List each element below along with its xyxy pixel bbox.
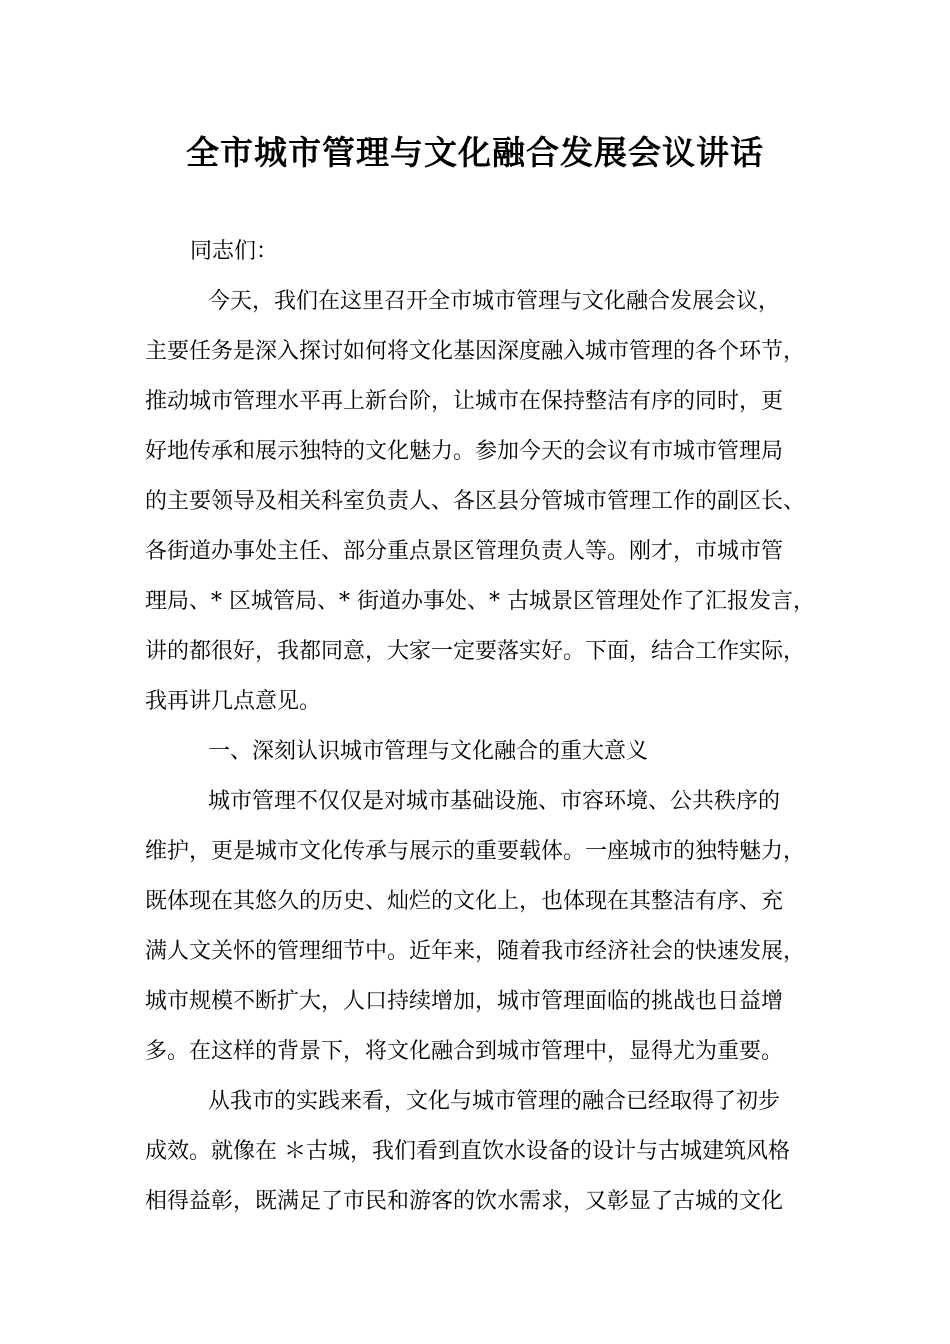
page-title: 全市城市管理与文化融合发展会议讲话 xyxy=(186,133,764,172)
paragraph-line: 我再讲几点意见。 xyxy=(145,689,322,714)
paragraph-line: 主要任务是深入探讨如何将文化基因深度融入城市管理的各个环节， xyxy=(145,339,806,364)
paragraph-line: 满人文关怀的管理细节中。近年来，随着我市经济社会的快速发展， xyxy=(145,939,806,964)
paragraph-line: 城市规模不断扩大，人口持续增加，城市管理面临的挑战也日益增 xyxy=(145,989,784,1014)
paragraph-line: 讲的都很好，我都同意，大家一定要落实好。下面，结合工作实际， xyxy=(145,639,806,664)
paragraph-line: 理局、* 区城管局、* 街道办事处、* 古城景区管理处作了汇报发言， xyxy=(145,589,815,614)
paragraph-line: 城市管理不仅仅是对城市基础设施、市容环境、公共秩序的 xyxy=(208,789,781,814)
paragraph-line: 成效。就像在 ＊古城，我们看到直饮水设备的设计与古城建筑风格 xyxy=(145,1139,790,1164)
paragraph-line: 好地传承和展示独特的文化魅力。参加今天的会议有市城市管理局 xyxy=(145,439,784,464)
paragraph-line: 今天，我们在这里召开全市城市管理与文化融合发展会议， xyxy=(208,289,781,314)
paragraph-line: 各街道办事处主任、部分重点景区管理负责人等。刚才，市城市管 xyxy=(145,539,784,564)
paragraph-line: 维护，更是城市文化传承与展示的重要载体。一座城市的独特魅力， xyxy=(145,839,806,864)
paragraph-line: 的主要领导及相关科室负责人、各区县分管城市管理工作的副区长、 xyxy=(145,489,806,514)
paragraph-line: 多。在这样的背景下，将文化融合到城市管理中，显得尤为重要。 xyxy=(145,1039,784,1064)
paragraph-line: 相得益彰，既满足了市民和游客的饮水需求，又彰显了古城的文化 xyxy=(145,1189,784,1214)
section-heading: 一、深刻认识城市管理与文化融合的重大意义 xyxy=(208,739,649,764)
paragraph-line: 从我市的实践来看，文化与城市管理的融合已经取得了初步 xyxy=(208,1089,781,1114)
paragraph-line: 既体现在其悠久的历史、灿烂的文化上，也体现在其整洁有序、充 xyxy=(145,889,784,914)
salutation-line: 同志们： xyxy=(190,239,279,264)
paragraph-line: 推动城市管理水平再上新台阶，让城市在保持整洁有序的同时，更 xyxy=(145,389,784,414)
